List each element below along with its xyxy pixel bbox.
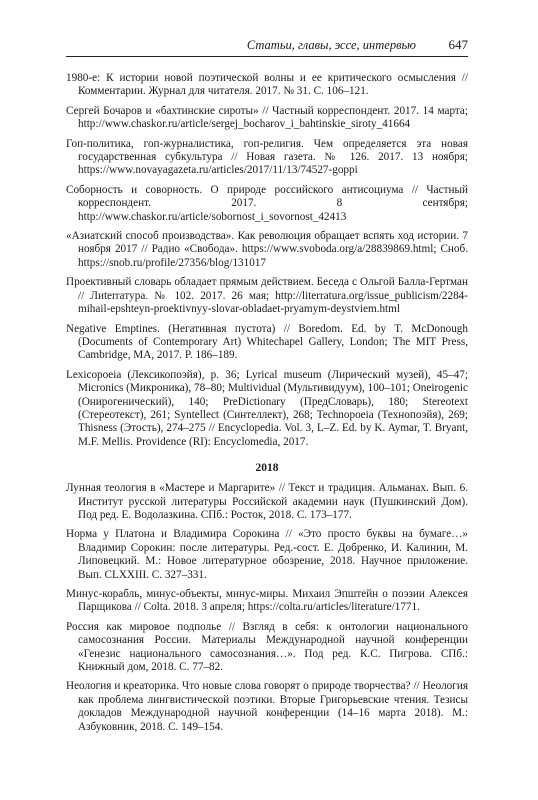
bibliography-entry: Гоп-политика, гоп-журналистика, гоп-религия. Чем определяется эта новая государственная субкультура // Новая газета. № 126. 2017. 13 ноября; https://www.novayagazeta.ru/articles/2017/11/13/74527-goppi <box>66 137 468 177</box>
bibliography-entry: Соборность и соворность. О природе российского антисоциума // Частный корреспондент. 2017. 8 сентября; http://www.chaskor.ru/article/sobornost_i_sovornost_42413 <box>66 183 468 223</box>
page-number: 647 <box>448 37 468 52</box>
bibliography-entry: Норма у Платона и Владимира Сорокина // «Это просто буквы на бумаге…» Владимир Сорокин: после литературы. Ред.-сост. Е. Добренко, И. Калинин, М. Липовецкий. М.: Новое литературное обозрение, 2018. Научное приложение. Вып. CLXXIII. С. 327–331. <box>66 528 468 581</box>
running-title: Статьи, главы, эссе, интервью <box>246 38 416 52</box>
year-heading: 2018 <box>255 462 279 475</box>
running-header <box>66 36 468 57</box>
bibliography-entry: «Азиатский способ производства». Как революция обращает вспять ход истории. 7 ноября 2017 // Радио «Свобода». https://www.svoboda.org/a/28839869.html; Сноб. https://snob.ru/profile/27356/blog/131017 <box>66 230 468 269</box>
bibliography-entry: Проективный словарь обладает прямым действием. Беседа с Ольгой Балла-Гертман // Лиterraтура. № 102. 2017. 26 мая; http://literratura.org/issue_publicism/2284-mihail-epshteyn-proektivnyy-slovar-obladaet-pryamym-deystviem.html <box>66 276 468 316</box>
bibliography-entry: Lexicopoeia (Лексикопоэйя), p. 36; Lyrical museum (Лирический музей), 45–47; Micronics (Микроника), 78–80; Multividual (Мультивидуум), 100–101; Oneirogenic (Онирогенический), 140; PreDictionary (ПредСловарь), 180; Stereotext (Стереотекст), 261; Syntellect (Синтеллект), 268; Technopoeia (Технопоэйя), 269; Thisness (Этость), 274–275 // Encyclopedia. Vol. 3, L–Z. Ed. by K. Aymar, T. Bryant, M.F. Mellis. Providence (RI): Encyclomedia, 2017. <box>66 368 468 448</box>
bibliography-entry: Россия как мировое подполье // Взгляд в себя: к онтологии национального самосознания России. Материалы Международной научной конференции «Генезис национального самосознания…». Под ред. К.С. Пигрова. СПб.: Книжный дом, 2018. С. 77–82. <box>66 620 468 674</box>
bibliography-entry: Negative Emptines. (Негативная пустота) // Boredom. Ed. by T. McDonough (Documents of Contemporary Art) Whitechapel Gallery, London; The MIT Press, Cambridge, MA, 2017. P. 186–189. <box>66 322 468 362</box>
bibliography-entry: Минус-корабль, минус-объекты, минус-миры. Михаил Эпштейн о поэзии Алексея Парщикова // Colta. 2018. 3 апреля; https://colta.ru/articles/literature/1771. <box>66 588 468 614</box>
book-page <box>66 36 468 740</box>
bibliography-entry: Лунная теология в «Мастере и Маргарите» // Текст и традиция. Альманах. Вып. 6. Институт русской литературы Российской академии наук (Пушкинский Дом). Под ред. Е. Водолазкина. СПб.: Росток, 2018. С. 173–177. <box>66 482 468 521</box>
bibliography-entry: Неология и креаторика. Что новые слова говорят о природе творчества? // Неология как проблема лингвистической поэтики. Вторые Григорьевские чтения. Тезисы докладов Международной научной конференции (14–16 марта 2018). М.: Азбуковник, 2018. С. 149–154. <box>66 680 468 733</box>
bibliography-entry: 1980-е: К истории новой поэтической волны и ее критического осмысления // Комментарии. Журнал для читателя. 2017. № 31. С. 106–121. <box>66 72 468 98</box>
bibliography-entry: Сергей Бочаров и «бахтинские сироты» // Частный корреспондент. 2017. 14 марта; http://www.chaskor.ru/article/sergej_bocharov_i_bahtinskie_siroty_41664 <box>66 104 468 131</box>
bibliography-list <box>66 72 468 734</box>
